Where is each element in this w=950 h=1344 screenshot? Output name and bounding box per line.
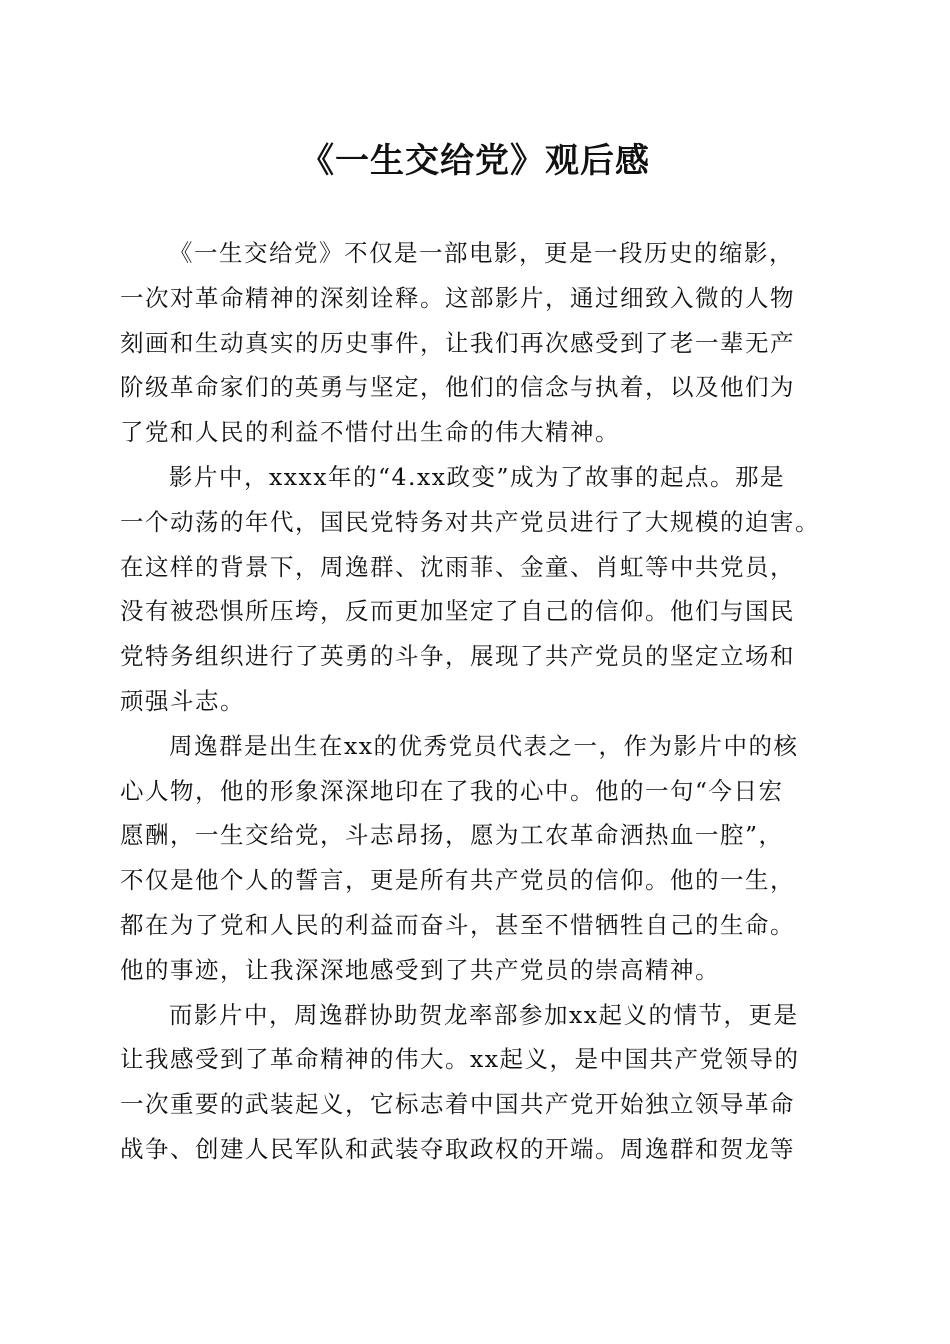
paragraph-line: 他的事迹，让我深深地感受到了共产党员的崇高精神。 bbox=[120, 955, 720, 984]
paragraph-line: 《一生交给党》不仅是一部电影，更是一段历史的缩影， bbox=[169, 239, 794, 267]
document-title: 《一生交给党》观后感 bbox=[300, 141, 650, 181]
paragraph-4 bbox=[120, 993, 830, 1172]
paragraph-line: 在这样的背景下，周逸群、沈雨菲、金童、肖虹等中共党员， bbox=[120, 552, 795, 581]
paragraph-3 bbox=[120, 724, 830, 993]
paragraph-line: 一个动荡的年代，国民党特务对共产党员进行了大规模的迫害。 bbox=[120, 507, 820, 536]
paragraph-line: 党特务组织进行了英勇的斗争，展现了共产党员的坚定立场和 bbox=[120, 642, 795, 671]
document-body bbox=[120, 231, 830, 1172]
paragraph-line: 不仅是他个人的誓言，更是所有共产党员的信仰。他的一生， bbox=[120, 866, 795, 895]
paragraph-line: 周逸群是出生在xx的优秀党员代表之一，作为影片中的核 bbox=[169, 731, 799, 760]
paragraph-line: 战争、创建人民军队和武装夺取政权的开端。周逸群和贺龙等 bbox=[120, 1134, 795, 1163]
paragraph-2 bbox=[120, 455, 830, 724]
paragraph-line: 而影片中，周逸群协助贺龙率部参加xx起义的情节，更是 bbox=[169, 1000, 799, 1029]
paragraph-line: 刻画和生动真实的历史事件，让我们再次感受到了老一辈无产 bbox=[120, 328, 795, 357]
paragraph-line: 了党和人民的利益不惜付出生命的伟大精神。 bbox=[120, 418, 620, 447]
paragraph-line: 都在为了党和人民的利益而奋斗，甚至不惜牺牲自己的生命。 bbox=[120, 910, 795, 939]
paragraph-line: 心人物，他的形象深深地印在了我的心中。他的一句“今日宏 bbox=[120, 776, 784, 805]
paragraph-line: 愿酬，一生交给党，斗志昂扬，愿为工农革命洒热血一腔”， bbox=[120, 821, 784, 850]
paragraph-line: 一次重要的武装起义，它标志着中国共产党开始独立领导革命 bbox=[120, 1090, 795, 1119]
paragraph-line: 阶级革命家们的英勇与坚定，他们的信念与执着，以及他们为 bbox=[120, 373, 795, 402]
paragraph-line: 让我感受到了革命精神的伟大。xx起义，是中国共产党领导的 bbox=[120, 1045, 800, 1074]
paragraph-line: 一次对革命精神的深刻诠释。这部影片，通过细致入微的人物 bbox=[120, 283, 795, 312]
paragraph-line: 没有被恐惧所压垮，反而更加坚定了自己的信仰。他们与国民 bbox=[120, 597, 795, 626]
paragraph-line: 影片中，xxxx年的“4.xx政变”成为了故事的起点。那是 bbox=[169, 462, 785, 491]
paragraph-line: 顽强斗志。 bbox=[120, 686, 245, 715]
paragraph-1 bbox=[120, 231, 830, 455]
